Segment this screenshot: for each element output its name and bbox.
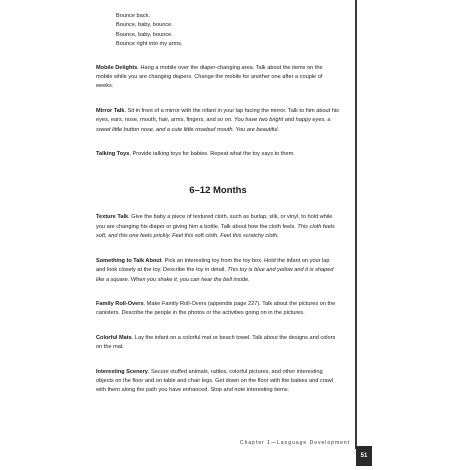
activity-title: Mobile Delights <box>96 64 138 71</box>
activity-text: . Sit in front of a mirror with the infant in your lap facing the mirror. Talk to him about his eyes, ears, nose, mouth, hair, arms, fingers, and so on. <box>96 107 339 124</box>
poem-line: Bounce, baby, bounce. <box>116 31 173 38</box>
activity-mobile-delights <box>96 64 340 92</box>
activity-text: . Give the baby a piece of textured cloth, such as burlap, silk, or vinyl, to hold while you are changing his diaper or giving him a bottle. Talk about how the cloth feels. <box>96 214 333 230</box>
activity-family-roll-overs <box>96 300 340 319</box>
activity-italic: This cloth feels soft, and this one feels prickly. Feel this soft cloth. Feel this scratchy cloth. <box>96 223 335 240</box>
activity-text: . Secure stuffed animals, rattles, colorful pictures, and other interesting objects on the floor and on table and chair legs. Get down on the floor with the babies and crawl with them along the path you have enhanced. Stop and note interesting items. <box>96 368 333 394</box>
activity-something-to-talk-about <box>96 257 340 285</box>
poem-line: Bounce, baby, bounce. <box>116 22 173 29</box>
activity-mirror-talk <box>96 107 340 135</box>
activity-italic: This toy is blue and yellow and it is shaped like a square. When you shake it, you can hear the bell inside. <box>96 267 334 283</box>
activity-title: Mirror Talk <box>96 107 125 114</box>
activity-colorful-mats <box>96 334 340 353</box>
activity-title: Something to Talk About <box>96 257 162 264</box>
poem-line: Bounce right into my arms. <box>116 41 183 48</box>
page-number: 51 <box>356 446 372 466</box>
running-footer-chapter: Chapter 1—Language Development <box>240 440 351 446</box>
side-rule <box>355 0 357 449</box>
activity-text: . Make Family Roll-Overs (appendix page 227). Talk about the pictures on the canisters. Describe the people in the photos or the activities going on in the pictures. <box>96 300 336 317</box>
activity-title: Talking Toys <box>96 151 130 158</box>
activity-texture-talk <box>96 213 340 241</box>
activity-text: . Lay the infant on a colorful mat or beach towel. Talk about the designs and colors on the mat. <box>96 334 336 351</box>
activity-talking-toys <box>96 150 340 159</box>
poem-line: Bounce back. <box>116 13 150 19</box>
activity-title: Family Roll-Overs <box>96 300 144 307</box>
activity-italic: You have two bright and happy eyes, a sweet little button nose, and a cute little rosebud mouth. You are beautiful. <box>96 117 331 133</box>
activity-title: Texture Talk <box>96 214 129 221</box>
activity-text: . Pick an interesting toy from the toy box. Hold the infant on your lap and look closely at the toy. Describe the toy in detail. <box>96 257 330 274</box>
activity-interesting-scenery <box>96 368 340 396</box>
activity-text: . Hang a mobile over the diaper-changing area. Talk about the items on the mobile while you are changing diapers. Change the mobile for another one after a couple of weeks. <box>96 64 323 90</box>
poem <box>116 12 340 50</box>
page-content <box>96 12 340 411</box>
section-heading: 6–12 Months <box>189 185 247 197</box>
activity-title: Colorful Mats <box>96 334 132 341</box>
activity-title: Interesting Scenery <box>96 368 148 375</box>
activity-text: . Provide talking toys for babies. Repeat what the toy says to them. <box>129 151 295 158</box>
